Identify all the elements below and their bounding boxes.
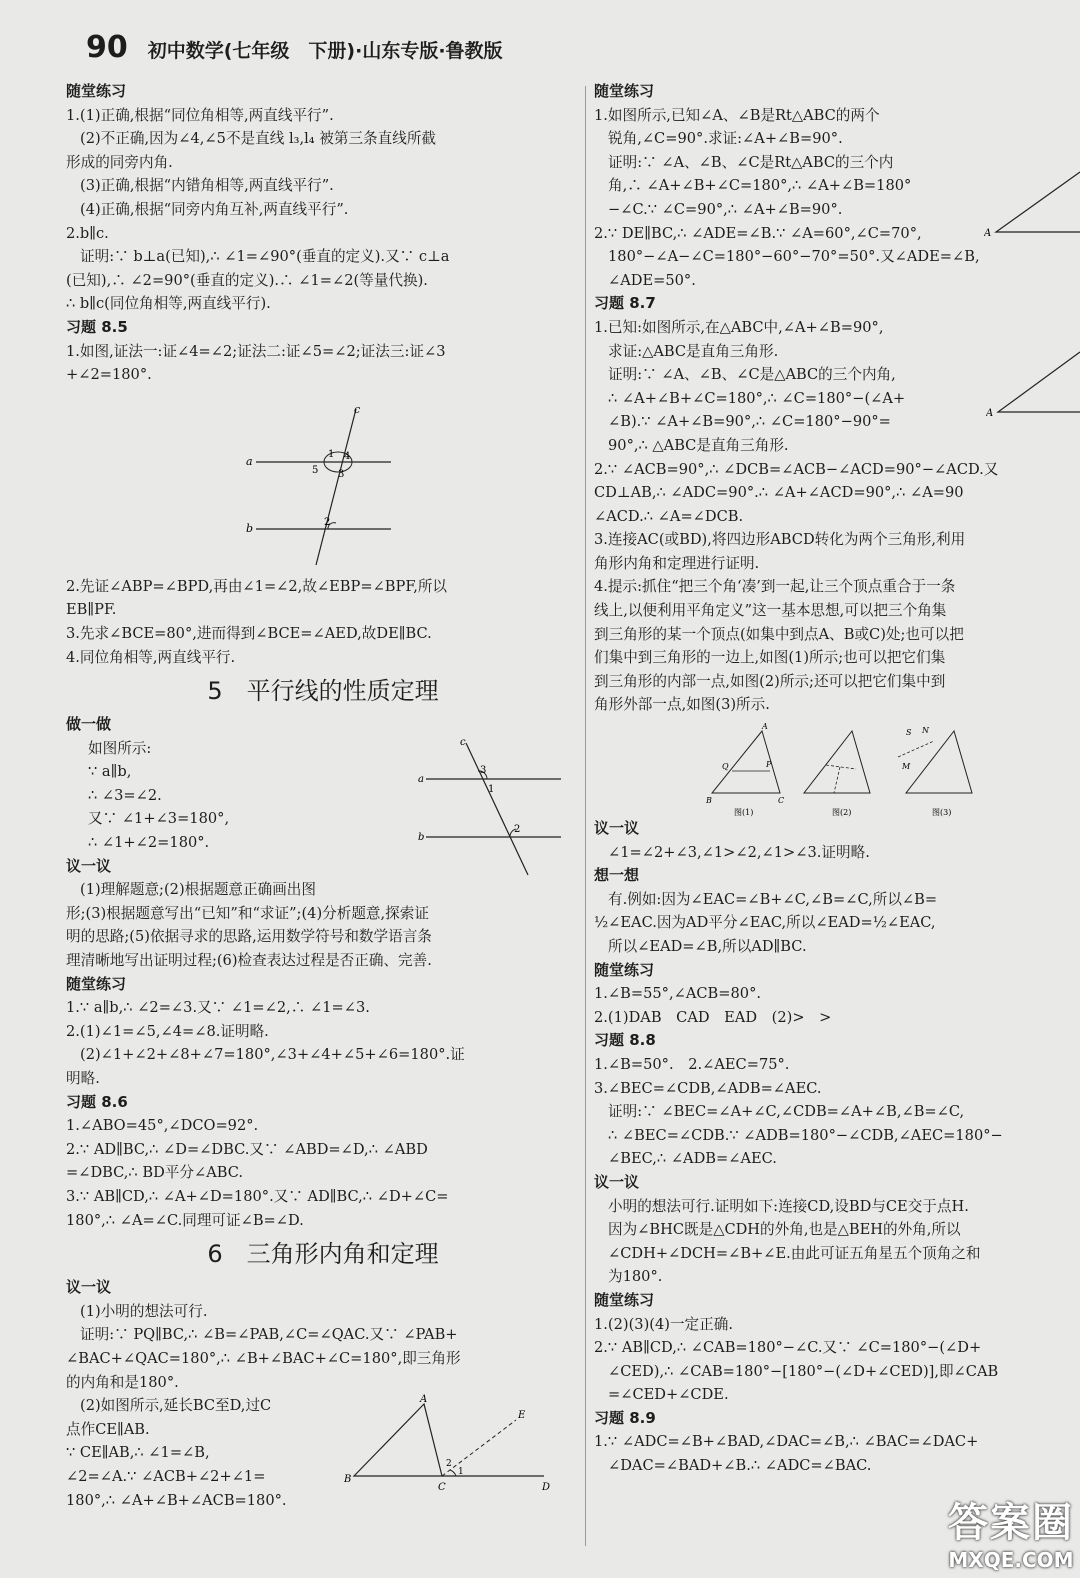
text-line: =∠CED+∠CDE. <box>608 1386 729 1404</box>
text-line: ∠CED),∴ ∠CAB=180°−[180°−(∠D+∠CED)],即∠CAB <box>608 1362 999 1380</box>
fig-label: C <box>778 796 785 806</box>
text-line: 明的思路;(5)依据寻求的思路,运用数学符号和数学语言条 <box>66 928 432 946</box>
text-line: 求证:△ABC是直角三角形. <box>608 342 779 360</box>
text-line: 角形外部一点,如图(3)所示. <box>594 696 770 714</box>
fig-label: S <box>906 728 912 738</box>
heading: 议一议 <box>66 856 112 875</box>
fig-label: B <box>706 796 712 806</box>
fig-label: 3 <box>338 468 345 480</box>
text-line: (2)不正确,因为∠4,∠5不是直线 l₃,l₄ 被第三条直线所截 <box>80 130 437 148</box>
heading: 议一议 <box>66 1278 112 1297</box>
heading: 习题 8.6 <box>66 1092 128 1111</box>
text-line: 2.(1)DAB CAD EAD (2)> > <box>594 1008 832 1026</box>
fig-label: b <box>246 521 254 535</box>
text-line: 2.(1)∠1=∠5,∠4=∠8.证明略. <box>66 1022 269 1040</box>
fig-label: A <box>420 1394 428 1406</box>
text-line: (3)正确,根据“内错角相等,两直线平行”. <box>80 177 334 195</box>
fig-label: 图(1) <box>734 808 754 818</box>
text-line: 锐角,∠C=90°.求证:∠A+∠B=90°. <box>608 130 843 148</box>
fig-label: Q <box>722 762 729 772</box>
heading: 想一想 <box>594 866 640 885</box>
text-line: (2)如图所示,延长BC至D,过C <box>80 1397 272 1415</box>
text-line: 因为∠BHC既是△CDH的外角,也是△BEH的外角,所以 <box>608 1221 961 1239</box>
text-line: (已知),∴ ∠2=90°(垂直的定义).∴ ∠1=∠2(等量代换). <box>66 271 428 289</box>
text-line: (2)∠1+∠2+∠8+∠7=180°,∠3+∠4+∠5+∠6=180°.证 <box>80 1046 465 1064</box>
text-line: 3.先求∠BCE=80°,进而得到∠BCE=∠AED,故DE∥BC. <box>66 624 432 642</box>
fig-label: P <box>766 760 772 770</box>
figure-triangle <box>986 346 1080 426</box>
figure-triangle-extension <box>344 1394 574 1504</box>
text-line: 1.(1)正确,根据“同位角相等,两直线平行”. <box>66 106 334 124</box>
fig-label: C <box>438 1482 446 1494</box>
proof-block <box>594 316 1080 458</box>
text-line: 理清晰地写出证明过程;(6)检查表达过程是否正确、完善. <box>66 952 432 970</box>
text-line: 180°−∠A−∠C=180°−60°−70°=50°.又∠ADE=∠B, <box>608 248 980 266</box>
text-line: =∠DBC,∴ BD平分∠ABC. <box>66 1164 244 1182</box>
heading: 随堂练习 <box>594 1290 655 1309</box>
text-line: 2.∵ AB∥CD,∴ ∠CAB=180°−∠C.又∵ ∠C=180°−(∠D+ <box>594 1339 982 1357</box>
text-line: 到三角形的内部一点,如图(2)所示;还可以把它们集中到 <box>594 672 946 690</box>
text-line: 所以∠EAD=∠B,所以AD∥BC. <box>608 938 807 955</box>
proof-block <box>66 1394 580 1512</box>
fig-label: M <box>902 762 911 772</box>
figure-parallel-lines-1 <box>66 387 580 575</box>
text-line: 证明:∵ b⊥a(已知),∴ ∠1=∠90°(垂直的定义).又∵ c⊥a <box>80 248 450 266</box>
heading: 随堂练习 <box>66 82 127 100</box>
fig-label: a <box>246 454 253 468</box>
fig-label: 图(3) <box>932 808 952 818</box>
text-line: (1)小明的想法可行. <box>80 1302 208 1320</box>
text-line: 1.∠B=55°,∠ACB=80°. <box>594 985 762 1003</box>
heading: 习题 8.7 <box>594 294 656 313</box>
fig-label: c <box>354 402 361 416</box>
text-line: 明略. <box>66 1070 100 1087</box>
text-line: 又∵ ∠1+∠3=180°, <box>88 810 230 828</box>
fig-label: 5 <box>312 464 319 476</box>
fig-label: D <box>542 1482 551 1494</box>
text-line: ∴ ∠3=∠2. <box>88 786 162 804</box>
text-line: 到三角形的某一个顶点(如集中到点A、B或C)处;也可以把 <box>594 625 964 643</box>
text-line: 证明:∵ ∠A、∠B、∠C是△ABC的三个内角, <box>608 366 896 384</box>
text-line: ∵ a∥b, <box>88 763 132 781</box>
text-line: 形;(3)根据题意写出“已知”和“求证”;(4)分析题意,探索证 <box>66 904 429 922</box>
text-line: 2.∵ DE∥BC,∴ ∠ADE=∠B.∵ ∠A=60°,∠C=70°, <box>594 224 922 242</box>
text-line: 180°,∴ ∠A=∠C.同理可证∠B=∠D. <box>66 1211 304 1229</box>
text-line: 形成的同旁内角. <box>66 153 173 171</box>
fig-label: A <box>986 407 994 419</box>
fig-label: A <box>984 227 992 239</box>
fig-label: 4 <box>344 450 351 462</box>
text-line: CD⊥AB,∴ ∠ADC=90°.∴ ∠A+∠ACD=90°,∴ ∠A=90 <box>594 484 964 502</box>
text-line: 3.∠BEC=∠CDB,∠ADB=∠AEC. <box>594 1079 822 1097</box>
text-line: 3.∵ AB∥CD,∴ ∠A+∠D=180°.又∵ AD∥BC,∴ ∠D+∠C= <box>66 1187 449 1205</box>
heading: 随堂练习 <box>594 82 655 100</box>
heading: 随堂练习 <box>66 974 127 993</box>
text-line: 180°,∴ ∠A+∠B+∠ACB=180°. <box>66 1491 287 1509</box>
text-line: ∠BAC+∠QAC=180°,∴ ∠B+∠BAC+∠C=180°,即三角形 <box>66 1349 461 1367</box>
heading: 习题 8.9 <box>594 1408 656 1427</box>
text-line: 的内角和是180°. <box>66 1373 179 1391</box>
fig-label: 3 <box>480 764 487 776</box>
text-line: ∠ADE=50°. <box>608 271 696 289</box>
heading: 议一议 <box>594 819 640 838</box>
text-line: −∠C.∵ ∠C=90°,∴ ∠A+∠B=90°. <box>608 200 843 218</box>
text-line: 小明的想法可行.证明如下:连接CD,设BD与CE交于点H. <box>608 1197 969 1215</box>
text-line: 角形内角和定理进行证明. <box>594 554 760 572</box>
text-line: (4)正确,根据“同旁内角互补,两直线平行”. <box>80 200 349 218</box>
fig-label: 2 <box>514 823 521 835</box>
heading: 议一议 <box>594 1172 640 1191</box>
column-divider <box>585 86 586 1546</box>
text-line: ∠2=∠A.∵ ∠ACB+∠2+∠1= <box>66 1467 266 1485</box>
heading: 习题 8.5 <box>66 317 128 336</box>
text-line: 2.∵ AD∥BC,∴ ∠D=∠DBC.又∵ ∠ABD=∠D,∴ ∠ABD <box>66 1140 428 1158</box>
text-line: 1.如图所示,已知∠A、∠B是Rt△ABC的两个 <box>594 106 880 124</box>
text-line: 4.提示:抓住“把三个角‘凑’到一起,让三个顶点重合于一条 <box>594 578 956 596</box>
text-line: 1.∠ABO=45°,∠DCO=92°. <box>66 1117 259 1135</box>
text-line: ∴ ∠1+∠2=180°. <box>88 834 210 852</box>
text-line: 点作CE∥AB. <box>66 1420 150 1438</box>
text-line: 4.同位角相等,两直线平行. <box>66 648 236 666</box>
watermark-url: MXQE.COM <box>948 1548 1074 1572</box>
text-line: ∴ ∠BEC=∠CDB.∵ ∠ADB=180°−∠CDB,∠AEC=180°− <box>608 1126 1003 1144</box>
fig-label: A <box>762 722 768 732</box>
fig-label: 1 <box>328 448 335 460</box>
site-watermark <box>948 1491 1074 1572</box>
text-line: 们集中到三角形的一边上,如图(1)所示;也可以把它们集 <box>594 649 946 667</box>
text-line: 1.已知:如图所示,在△ABC中,∠A+∠B=90°, <box>594 318 884 336</box>
watermark-logo-text: 答案圈 <box>948 1500 1074 1546</box>
fig-label: c <box>460 736 466 748</box>
text-line: ∴ ∠A+∠B+∠C=180°,∴ ∠C=180°−(∠A+ <box>608 389 906 407</box>
text-line: ∴ b∥c(同位角相等,两直线平行). <box>66 295 271 313</box>
heading: 做一做 <box>66 715 112 734</box>
text-line: ∠CDH+∠DCH=∠B+∠E.由此可证五角星五个顶角之和 <box>608 1244 981 1262</box>
book-title: 初中数学(七年级 下册)·山东专版·鲁教版 <box>147 40 503 62</box>
text-line: 90°,∴ △ABC是直角三角形. <box>608 436 789 454</box>
page-number: 90 <box>86 30 128 65</box>
fig-label: 2 <box>324 516 331 528</box>
text-line: 为180°. <box>608 1268 663 1286</box>
page-header <box>86 30 503 70</box>
text-line: +∠2=180°. <box>66 366 152 384</box>
text-line: 2.∵ ∠ACB=90°,∴ ∠DCB=∠ACB−∠ACD=90°−∠ACD.又 <box>594 460 999 478</box>
fig-label: b <box>418 831 425 843</box>
right-column <box>594 80 1080 1478</box>
section-title: 6 三角形内角和定理 <box>207 1240 439 1269</box>
proof-block <box>66 737 580 855</box>
text-line: 有.例如:因为∠EAC=∠B+∠C,∠B=∠C,所以∠B= <box>608 890 938 908</box>
fig-label: B <box>344 1474 352 1486</box>
fig-label: E <box>518 1410 526 1422</box>
heading: 随堂练习 <box>594 960 655 979</box>
text-line: 角,∴ ∠A+∠B+∠C=180°,∴ ∠A+∠B=180° <box>608 177 912 195</box>
fig-label: 2 <box>446 1459 452 1470</box>
text-line: 3.连接AC(或BD),将四边形ABCD转化为两个三角形,利用 <box>594 531 966 549</box>
text-line: 2.先证∠ABP=∠BPD,再由∠1=∠2,故∠EBP=∠BPF,所以 <box>66 577 448 595</box>
text-line: 线上,以便利用平角定义”这一基本思想,可以把三个角集 <box>594 602 947 620</box>
left-column <box>66 80 580 1512</box>
section-title: 5 平行线的性质定理 <box>207 677 439 706</box>
text-line: 1.如图,证法一:证∠4=∠2;证法二:证∠5=∠2;证法三:证∠3 <box>66 342 446 360</box>
text-line: 证明:∵ PQ∥BC,∴ ∠B=∠PAB,∠C=∠QAC.又∵ ∠PAB+ <box>80 1326 458 1344</box>
text-line: 证明:∵ ∠A、∠B、∠C是Rt△ABC的三个内 <box>608 153 894 171</box>
text-line: 1.∠B=50°. 2.∠AEC=75°. <box>594 1055 790 1073</box>
fig-label: 图(2) <box>832 808 852 818</box>
figure-three-triangles <box>594 717 1080 817</box>
fig-label: 1 <box>458 1467 464 1478</box>
text-line: EB∥PF. <box>66 601 117 619</box>
text-line: ∵ CE∥AB,∴ ∠1=∠B, <box>66 1444 210 1462</box>
text-line: 1.∵ a∥b,∴ ∠2=∠3.又∵ ∠1=∠2,∴ ∠1=∠3. <box>66 999 370 1017</box>
text-line: 2.b∥c. <box>66 224 109 242</box>
text-line: ½∠EAC.因为AD平分∠EAC,所以∠EAD=½∠EAC, <box>594 914 936 932</box>
heading: 习题 8.8 <box>594 1031 656 1050</box>
fig-label: a <box>418 773 424 785</box>
text-line: 证明:∵ ∠BEC=∠A+∠C,∠CDB=∠A+∠B,∠B=∠C, <box>608 1103 965 1121</box>
text-line: ∠B).∵ ∠A+∠B=90°,∴ ∠C=180°−90°= <box>608 413 891 431</box>
text-line: 1.∵ ∠ADC=∠B+∠BAD,∠DAC=∠B,∴ ∠BAC=∠DAC+ <box>594 1433 979 1451</box>
text-line: ∠DAC=∠BAD+∠B.∴ ∠ADC=∠BAC. <box>608 1457 872 1475</box>
text-line: (1)理解题意;(2)根据题意正确画出图 <box>80 881 316 899</box>
text-line: ∠1=∠2+∠3,∠1>∠2,∠1>∠3.证明略. <box>608 843 870 861</box>
text-line: ∠BEC,∴ ∠ADB=∠AEC. <box>608 1150 777 1168</box>
text-line: 如图所示: <box>88 739 152 757</box>
text-line: ∠ACD.∴ ∠A=∠DCB. <box>594 507 744 525</box>
fig-label: N <box>922 726 929 736</box>
figure-parallel-lines-2 <box>416 737 576 877</box>
fig-label: 1 <box>488 783 495 795</box>
figure-right-triangle <box>984 164 1080 244</box>
text-line: 1.(2)(3)(4)一定正确. <box>594 1315 733 1333</box>
